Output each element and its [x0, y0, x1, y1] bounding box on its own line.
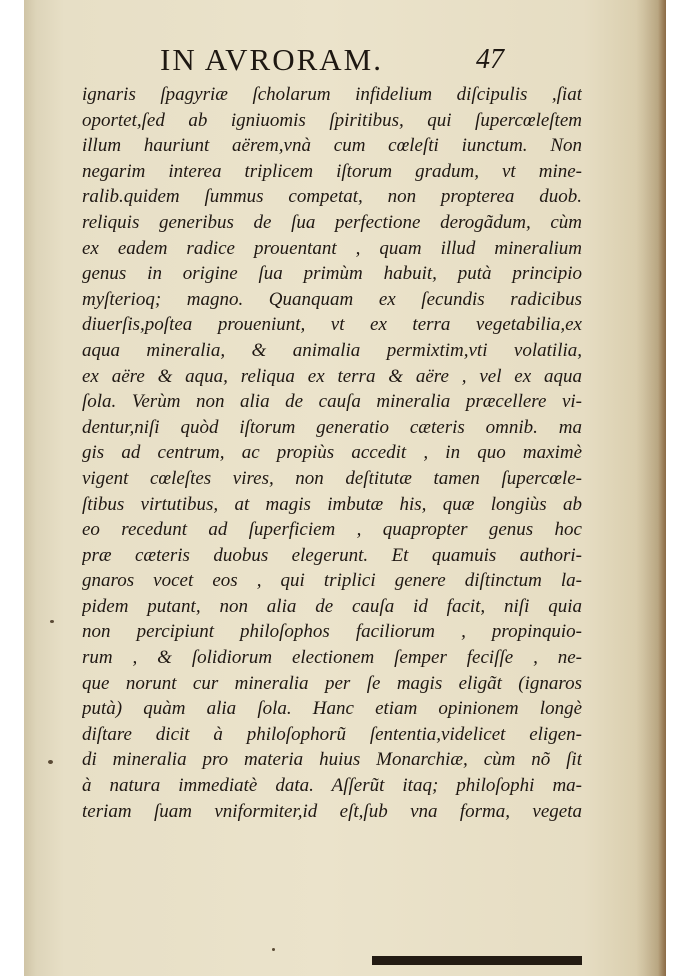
text-line: diſtare dicit à philoſophorũ ſententia,videlicet eligen-	[82, 723, 582, 745]
ink-speck	[50, 620, 54, 623]
text-line: pidem putant, non alia de cauſa id facit, niſi quia	[82, 595, 582, 617]
text-line: que norunt cur mineralia per ſe magis eligãt (ignaros	[82, 672, 582, 694]
text-line: dentur,niſi quòd iſtorum generatio cæteris omnib. ma	[82, 416, 582, 438]
text-line: rum , & ſolidiorum electionem ſemper feciſſe , ne-	[82, 647, 582, 669]
text-line: ex aëre & aqua, reliqua ex terra & aëre , vel ex aqua	[82, 365, 582, 387]
text-line: ignaris ſpagyriæ ſcholarum infidelium diſcipulis ,ſiat	[82, 84, 582, 105]
page-number: 47	[476, 44, 504, 75]
bottom-rule	[372, 956, 582, 965]
body-text	[82, 82, 582, 824]
page-header	[160, 42, 504, 86]
text-line: negarim interea triplicem iſtorum gradum, vt mine-	[82, 160, 582, 182]
ink-speck	[272, 948, 275, 951]
text-line: gnaros vocet eos , qui triplici genere diſtinctum la-	[82, 570, 582, 592]
running-title: IN AVRORAM.	[160, 42, 383, 77]
text-line: non percipiunt philoſophos faciliorum , propinquio-	[82, 621, 582, 643]
text-line: putà) quàm alia ſola. Hanc etiam opinionem longè	[82, 698, 582, 720]
ink-speck	[48, 760, 53, 764]
text-line: genus in origine ſua primùm habuit, putà principio	[82, 263, 582, 285]
page-edge-shadow	[636, 0, 666, 976]
text-line: reliquis generibus de ſua perfectione derogãdum, cùm	[82, 211, 582, 233]
text-line: oportet,ſed ab igniuomis ſpiritibus, qui ſupercœleſtem	[82, 109, 582, 131]
text-line: eo recedunt ad ſuperficiem , quapropter genus hoc	[82, 519, 582, 541]
text-line: ex eadem radice prouentant , quam illud mineralium	[82, 237, 582, 259]
text-line: à natura immediatè data. Aſſerũt itaq; philoſophi ma-	[82, 775, 582, 797]
text-line: ſola. Verùm non alia de cauſa mineralia præcellere vi-	[82, 391, 582, 413]
text-line: di mineralia pro materia huius Monarchiæ, cùm nõ ſit	[82, 749, 582, 771]
text-line: præ cæteris duobus elegerunt. Et quamuis authori-	[82, 544, 582, 566]
text-line: teriam ſuam vniformiter,id eſt,ſub vna forma, vegeta	[82, 800, 582, 822]
text-line: vigent cœleſtes vires, non deſtitutæ tamen ſupercœle-	[82, 467, 582, 489]
text-line: diuerſis,poſtea proueniunt, vt ex terra vegetabilia,ex	[82, 314, 582, 336]
text-line: aqua mineralia, & animalia permixtim,vti volatilia,	[82, 339, 582, 361]
text-line: gis ad centrum, ac propiùs accedit , in quo maximè	[82, 442, 582, 464]
text-line: ſtibus virtutibus, at magis imbutæ his, quæ longiùs ab	[82, 493, 582, 515]
text-line: illum hauriunt aërem,vnà cum cœleſti iunctum. Non	[82, 135, 582, 157]
text-line: myſterioq; magno. Quanquam ex ſecundis radicibus	[82, 288, 582, 310]
text-line: ralib.quidem ſummus competat, non propterea duob.	[82, 186, 582, 208]
